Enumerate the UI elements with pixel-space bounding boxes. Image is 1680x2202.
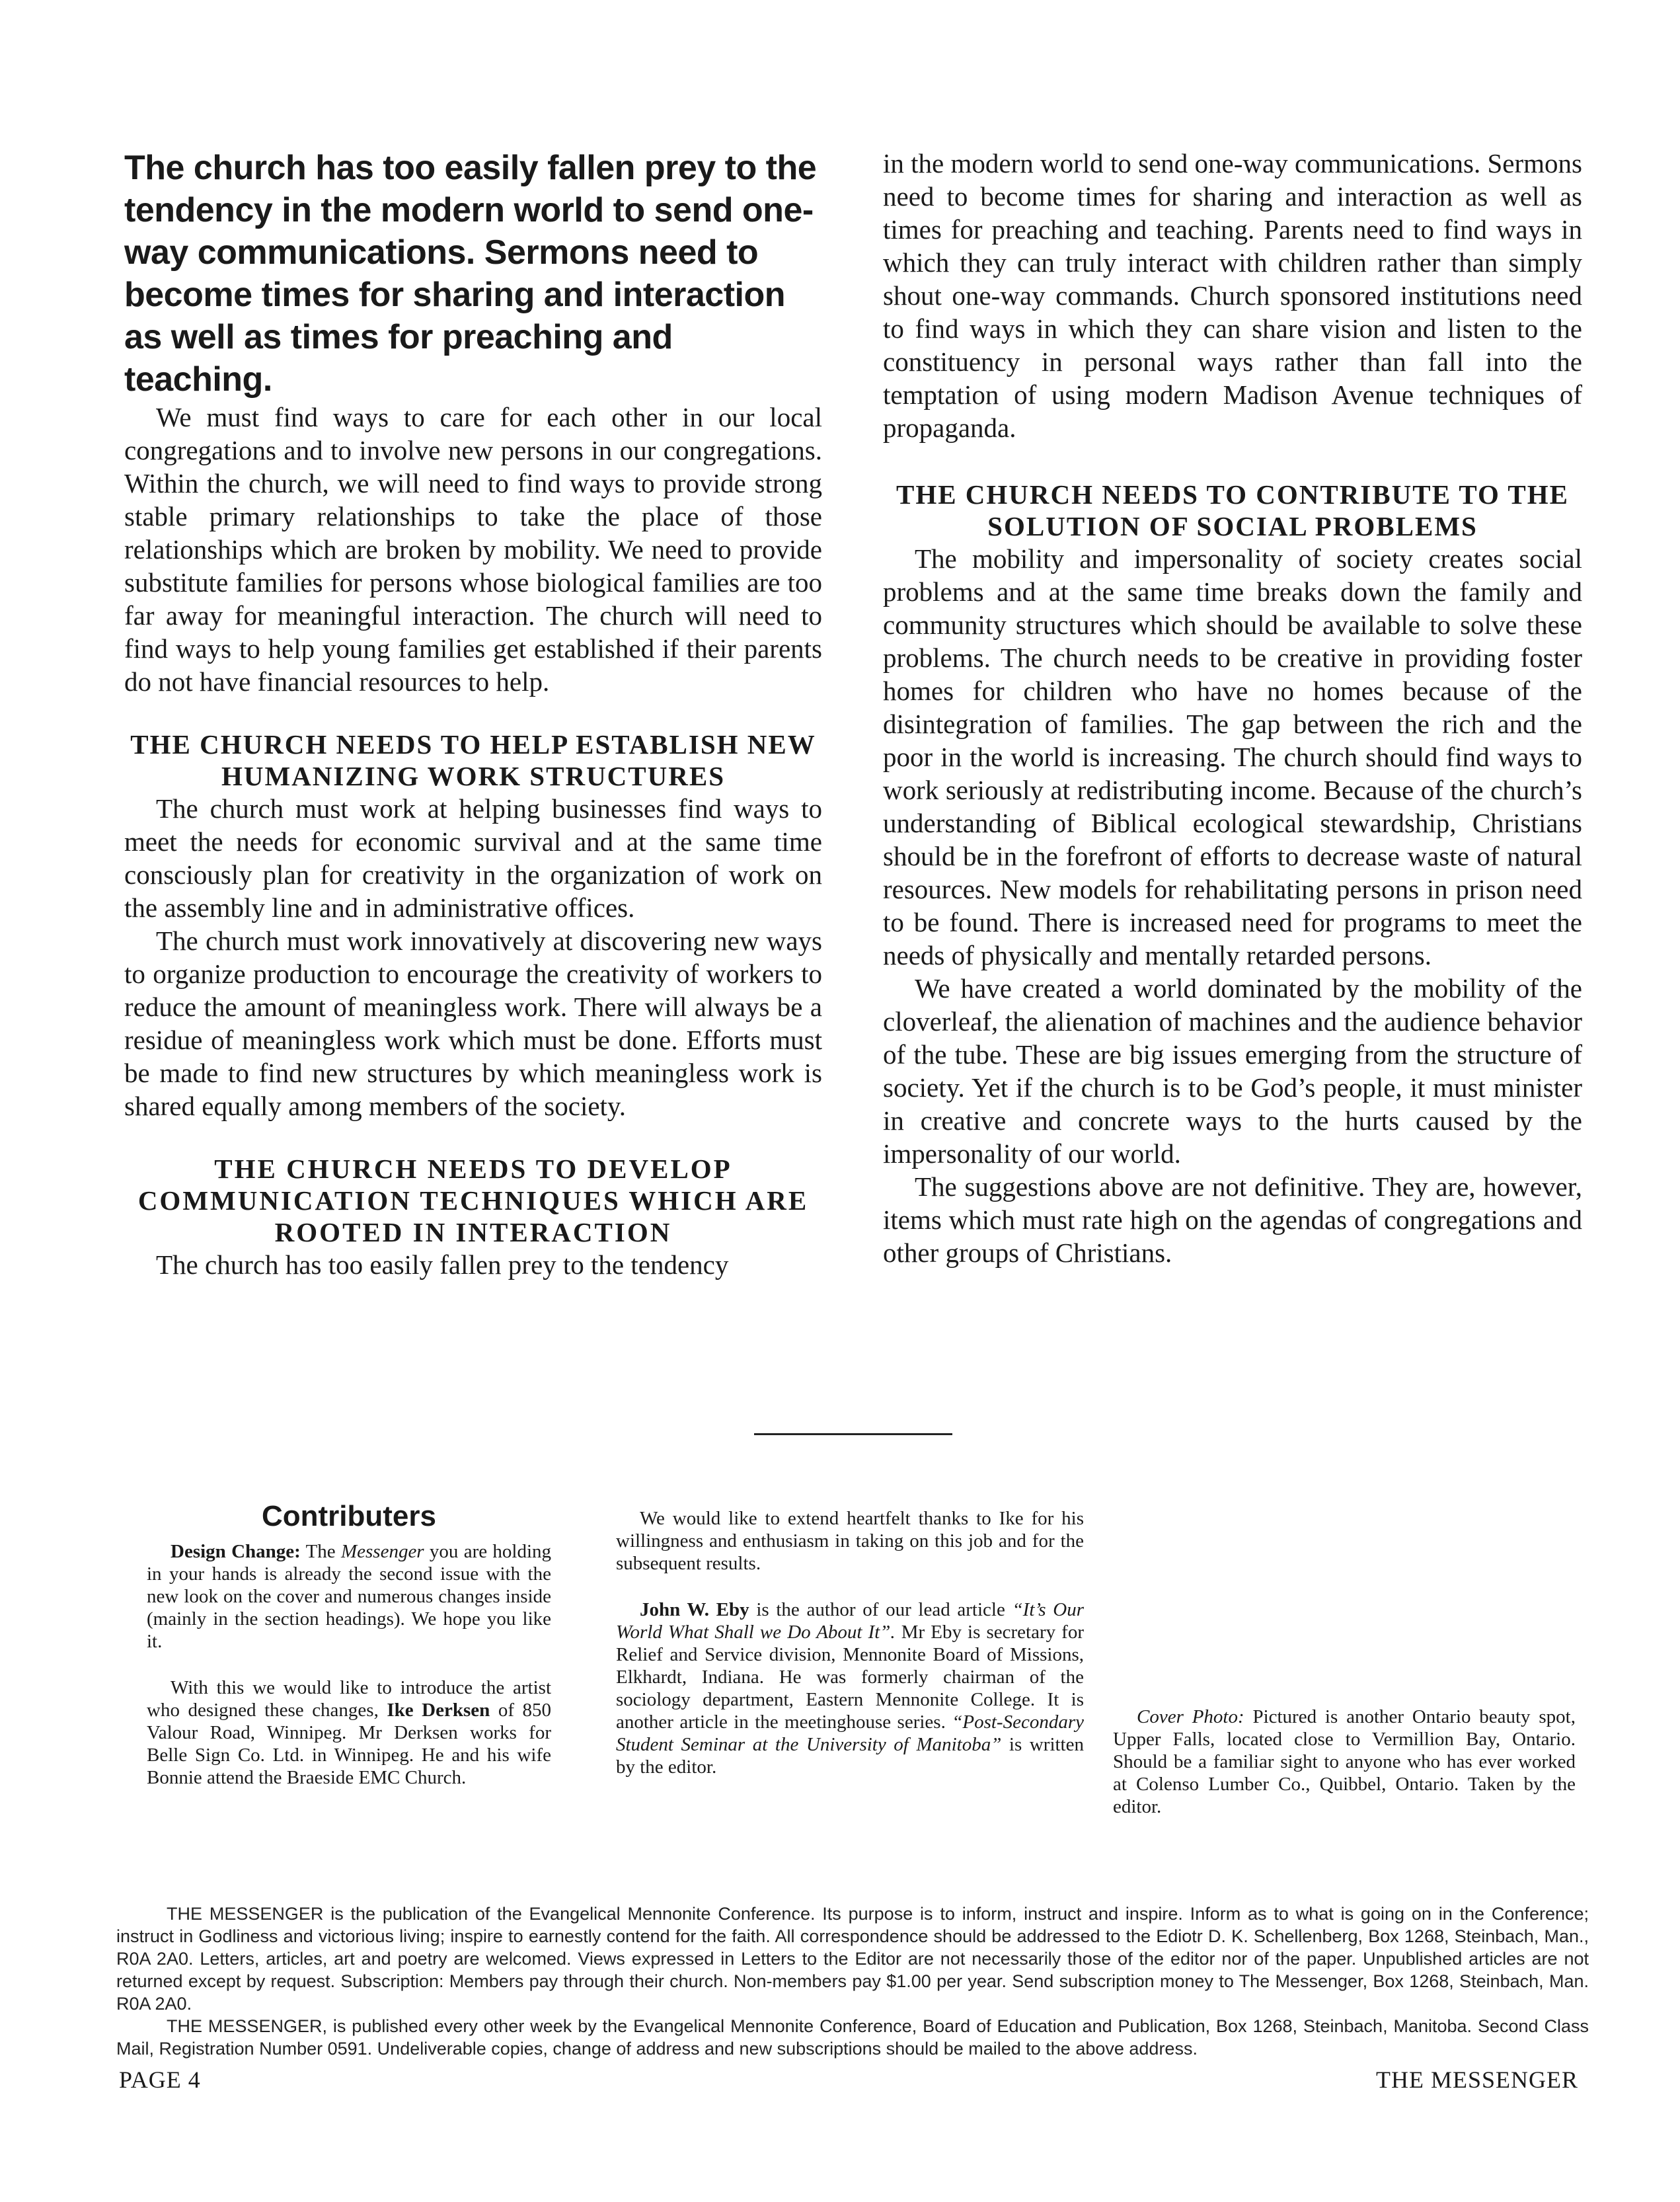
left-paragraph-3: The church must work innovatively at discovering new ways to organize production to encourage the creativity of workers to reduce the amount of meaningless work. There will always be a residue of meaningless work which must be done. Efforts must be made to find new structures by which meaningless work is shared equally among members of the society. <box>124 925 822 1121</box>
author-name: John W. Eby <box>640 1599 749 1620</box>
design-text-1: The <box>300 1541 341 1562</box>
section-divider <box>754 1433 952 1435</box>
author-text-3: is written by the editor. <box>616 1734 1084 1778</box>
intro-text-1: With this we would like to introduce the artist who designed these changes, <box>147 1677 551 1721</box>
design-text-2: you are holding in your hands is already the second issue with the new look on the cover and numerous changes inside (mainly in the section headings). We hope you like it. <box>147 1541 552 1652</box>
contributors-column-1 <box>147 1498 551 1789</box>
contributors-column-2 <box>616 1507 1084 1778</box>
lead-article-title: “It’s Our World What Shall we Do About It”. <box>616 1599 1084 1643</box>
thanks-paragraph: We would like to extend heartfelt thanks to Ike for his willingness and enthusiasm in taking on this job and for the subsequent results. <box>616 1508 1084 1574</box>
pull-quote: The church has too easily fallen prey to the tendency in the modern world to send one-way communications. Sermons need to become times for sharing and interaction as well as times for preaching and teaching. <box>124 149 817 399</box>
publication-masthead <box>116 1903 1589 2060</box>
page-number: PAGE 4 <box>119 2066 201 2093</box>
section-heading-communication: THE CHURCH NEEDS TO DEVELOP COMMUNICATION TECHNIQUES WHICH ARE ROOTED IN INTERACTION <box>137 1154 809 1247</box>
contributors-title: Contributers <box>262 1500 436 1532</box>
left-column <box>124 147 822 1281</box>
right-paragraph-2: The mobility and impersonality of society creates social problems and at the same time breaks down the family and community structures which should be available to solve these problems. The church needs to be creative in providing foster homes for children who have no homes because of the disintegration of families. The gap between the rich and the poor in the world is increasing. The church should find ways to work seriously at redistributing income. Because of the church’s understanding of Biblical ecological stewardship, Christians should be in the forefront of efforts to decrease waste of natural resources. New models for rehabilitating persons in prison need to be found. There is increased need for programs to meet the needs of physically and mentally retarded persons. <box>883 543 1582 970</box>
cover-photo-paragraph <box>1113 1706 1576 1818</box>
right-paragraph-1: in the modern world to send one-way communications. Sermons need to become times for sharing and interaction as well as times for preaching and teaching. Parents need to find ways in which they can truly interact with children rather than simply shout one-way commands. Church sponsored institutions need to find ways in which they can share vision and listen to the constituency in personal ways rather than fall into the temptation of using modern Madison Avenue techniques of propaganda. <box>883 148 1582 443</box>
cover-photo-text: Pictured is another Ontario beauty spot, Upper Falls, located close to Vermillion Bay, Ontario. Should be a familiar sight to anyone who has ever worked at Colenso Lumber Co., Quibbel, Ontario. Taken by the editor. <box>1113 1706 1576 1817</box>
second-article-title: “Post-Secondary Student Seminar at the University of Manitoba” <box>616 1711 1084 1755</box>
masthead-paragraph-2: THE MESSENGER, is published every other week by the Evangelical Mennonite Conference, Board of Education and Publication, Box 1268, Steinbach, Manitoba. Second Class Mail, Registration Number 0591. Undeliverable copies, change of address and new subscriptions should be mailed to the above address. <box>116 2016 1589 2059</box>
section-heading-social-problems: THE CHURCH NEEDS TO CONTRIBUTE TO THE SOLUTION OF SOCIAL PROBLEMS <box>896 479 1570 541</box>
design-change-label: Design Change: <box>171 1541 301 1562</box>
left-paragraph-1: We must find ways to care for each other in our local congregations and to involve new persons in our congregations. Within the church, we will need to find ways to provide strong stable primary relationships to take the place of those relationships which are broken by mobility. We need to provide substitute families for persons whose biological families are too far away for meaningful interaction. The church will need to find ways to help young families get established if their parents do not have financial resources to help. <box>124 402 822 697</box>
author-text-2: Mr Eby is secretary for Relief and Service division, Mennonite Board of Missions, Elkhardt, Indiana. He was formerly chairman of the sociology department, Eastern Mennonite College. It is another article in the meetinghouse series. <box>616 1622 1084 1733</box>
masthead-paragraph-1: THE MESSENGER is the publication of the Evangelical Mennonite Conference. Its purpose is to inform, instruct and inspire. Inform as to what is going on in the Conference; instruct in Godliness and victorious living; inspire to earnestly contend for the faith. All correspondence should be addressed to the Ediotr D. K. Schellenberg, Box 1268, Steinbach, Man., R0A 2A0. Letters, articles, art and poetry are welcomed. Views expressed in Letters to the Editor are not necessarily those of the editor nor of the paper. Unpublished articles are not returned except by request. Subscription: Members pay through their church. Non-members pay $1.00 per year. Send subscription money to The Messenger, Box 1268, Steinbach, Man. R0A 2A0. <box>116 1904 1589 2014</box>
right-column <box>883 147 1582 1269</box>
cover-photo-label: Cover Photo: <box>1137 1706 1244 1727</box>
section-heading-work-structures: THE CHURCH NEEDS TO HELP ESTABLISH NEW HUMANIZING WORK STRUCTURES <box>130 729 816 791</box>
publication-name: THE MESSENGER <box>1375 2066 1578 2093</box>
messenger-title: Messenger <box>340 1541 424 1562</box>
artist-name: Ike Derksen <box>387 1700 490 1721</box>
author-text-1: is the author of our lead article <box>749 1599 1012 1620</box>
right-paragraph-4: The suggestions above are not definitive. They are, however, items which must rate high on the agendas of congregations and other groups of Christians. <box>883 1171 1582 1268</box>
left-paragraph-2: The church must work at helping businesses find ways to meet the needs for economic survival and at the same time consciously plan for creativity in the organization of work on the assembly line and in administrative offices. <box>124 793 822 923</box>
intro-text-2: of 850 Valour Road, Winnipeg. Mr Derksen works for Belle Sign Co. Ltd. in Winnipeg. He and his wife Bonnie attend the Braeside EMC Church. <box>147 1700 552 1788</box>
author-paragraph <box>616 1598 1084 1778</box>
right-paragraph-3: We have created a world dominated by the mobility of the cloverleaf, the alienation of machines and the audience behavior of the tube. These are big issues emerging from the structure of society. Yet if the church is to be God’s people, it must minister in creative and concrete ways to the hurts caused by the impersonality of our world. <box>883 973 1582 1169</box>
artist-intro-paragraph <box>147 1676 551 1789</box>
left-paragraph-4: The church has too easily fallen prey to the tendency <box>156 1249 729 1280</box>
contributors-column-3 <box>1113 1706 1576 1818</box>
design-change-paragraph <box>147 1540 551 1653</box>
